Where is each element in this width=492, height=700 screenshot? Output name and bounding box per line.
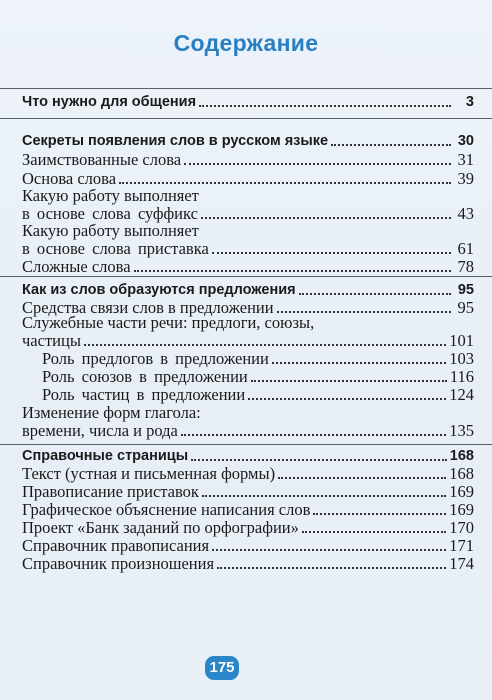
- toc-page: 169: [449, 500, 474, 519]
- toc-page: 135: [449, 421, 474, 440]
- leader-dots: [191, 458, 447, 461]
- toc-item[interactable]: [22, 422, 474, 440]
- toc-page: 3: [465, 94, 474, 110]
- leader-dots: [212, 251, 451, 254]
- toc-page: 31: [457, 150, 474, 169]
- toc-item[interactable]: [22, 465, 474, 483]
- leader-dots: [248, 397, 446, 400]
- leader-dots: [313, 512, 446, 515]
- toc-item-label: Роль частиц в предложении: [42, 385, 246, 404]
- toc-item-first-line: Служебные части речи: предлоги, союзы,: [22, 313, 315, 332]
- toc-item[interactable]: [22, 240, 474, 258]
- leader-dots: [202, 494, 446, 497]
- toc-item[interactable]: [22, 258, 474, 276]
- toc-item-label: Заимствованные слова: [22, 150, 182, 169]
- toc-page: 78: [457, 257, 474, 276]
- toc-heading-label: Справочные страницы: [22, 448, 189, 464]
- section-divider: [0, 276, 492, 277]
- section-divider: [0, 88, 492, 89]
- toc-item[interactable]: [22, 483, 474, 501]
- toc-item[interactable]: [22, 537, 474, 555]
- leader-dots: [331, 143, 451, 146]
- leader-dots: [199, 104, 451, 107]
- toc-item[interactable]: [22, 501, 474, 519]
- toc-item-label: Справочник произношения: [22, 554, 215, 573]
- toc-item-first-line: Какую работу выполняет: [22, 221, 199, 240]
- toc-item-label: Правописание приставок: [22, 482, 199, 501]
- toc-subitem[interactable]: [42, 386, 474, 404]
- leader-dots: [212, 548, 446, 551]
- leader-dots: [251, 379, 447, 382]
- toc-page: 95: [457, 298, 474, 317]
- page-number-badge: 175: [205, 656, 239, 680]
- toc-item-label: Средства связи слов в предложении: [22, 298, 274, 317]
- leader-dots: [272, 361, 446, 364]
- toc-page: 174: [449, 554, 474, 573]
- toc-item-label: в основе слова суффикс: [22, 204, 198, 223]
- toc-page: 168: [449, 448, 474, 464]
- toc-page: 61: [457, 239, 474, 258]
- toc-page: 101: [449, 331, 474, 350]
- toc-item-label: Проект «Банк заданий по орфографии»: [22, 518, 299, 537]
- toc-item[interactable]: [22, 555, 474, 573]
- toc-heading[interactable]: [22, 447, 474, 465]
- toc-item-label: Сложные слова: [22, 257, 131, 276]
- toc-item-label: Графическое объяснение написания слов: [22, 500, 311, 519]
- toc-heading-label: Как из слов образуются предложения: [22, 282, 296, 298]
- toc-page: 103: [449, 349, 474, 368]
- toc-heading-label: Что нужно для общения: [22, 94, 197, 110]
- toc-page: 168: [449, 464, 474, 483]
- toc-heading[interactable]: [22, 93, 474, 111]
- toc-page: 116: [449, 367, 474, 386]
- toc-item-label: времени, числа и рода: [22, 421, 178, 440]
- leader-dots: [278, 476, 446, 479]
- page-title: Содержание: [173, 30, 319, 56]
- toc-page: 171: [449, 536, 474, 555]
- toc-page: 169: [449, 482, 474, 501]
- toc-item[interactable]: [22, 151, 474, 169]
- leader-dots: [217, 566, 446, 569]
- toc-heading[interactable]: [22, 132, 474, 150]
- toc-heading-label: Секреты появления слов в русском языке: [22, 133, 329, 149]
- toc-item-label: Основа слова: [22, 169, 117, 188]
- toc-item-label: Роль союзов в предложении: [42, 367, 248, 386]
- leader-dots: [84, 343, 446, 346]
- toc-page: 30: [457, 133, 474, 149]
- toc-heading[interactable]: [22, 281, 474, 299]
- toc-item-label: Текст (устная и письменная формы): [22, 464, 276, 483]
- toc-page: 170: [449, 518, 474, 537]
- toc-item-label: частицы: [22, 331, 81, 350]
- toc-item-first-line: Какую работу выполняет: [22, 186, 199, 205]
- section-divider: [0, 444, 492, 445]
- leader-dots: [119, 181, 451, 184]
- toc-item[interactable]: [22, 332, 474, 350]
- leader-dots: [302, 530, 446, 533]
- leader-dots: [201, 216, 451, 219]
- toc-subitem[interactable]: [42, 368, 474, 386]
- leader-dots: [299, 292, 451, 295]
- leader-dots: [134, 269, 451, 272]
- leader-dots: [181, 433, 446, 436]
- section-divider: [0, 118, 492, 119]
- toc-item[interactable]: [22, 519, 474, 537]
- toc-item-label: Справочник правописания: [22, 536, 210, 555]
- leader-dots: [184, 162, 451, 165]
- toc-page: 39: [457, 169, 474, 188]
- toc-page: 95: [457, 282, 474, 298]
- toc-page: 124: [449, 385, 474, 404]
- toc-page: 43: [457, 204, 474, 223]
- toc-subitem[interactable]: [42, 350, 474, 368]
- toc-item-first-line: Изменение форм глагола:: [22, 403, 201, 422]
- toc-item-label: Роль предлогов в предложении: [42, 349, 269, 368]
- toc-item-label: в основе слова приставка: [22, 239, 209, 258]
